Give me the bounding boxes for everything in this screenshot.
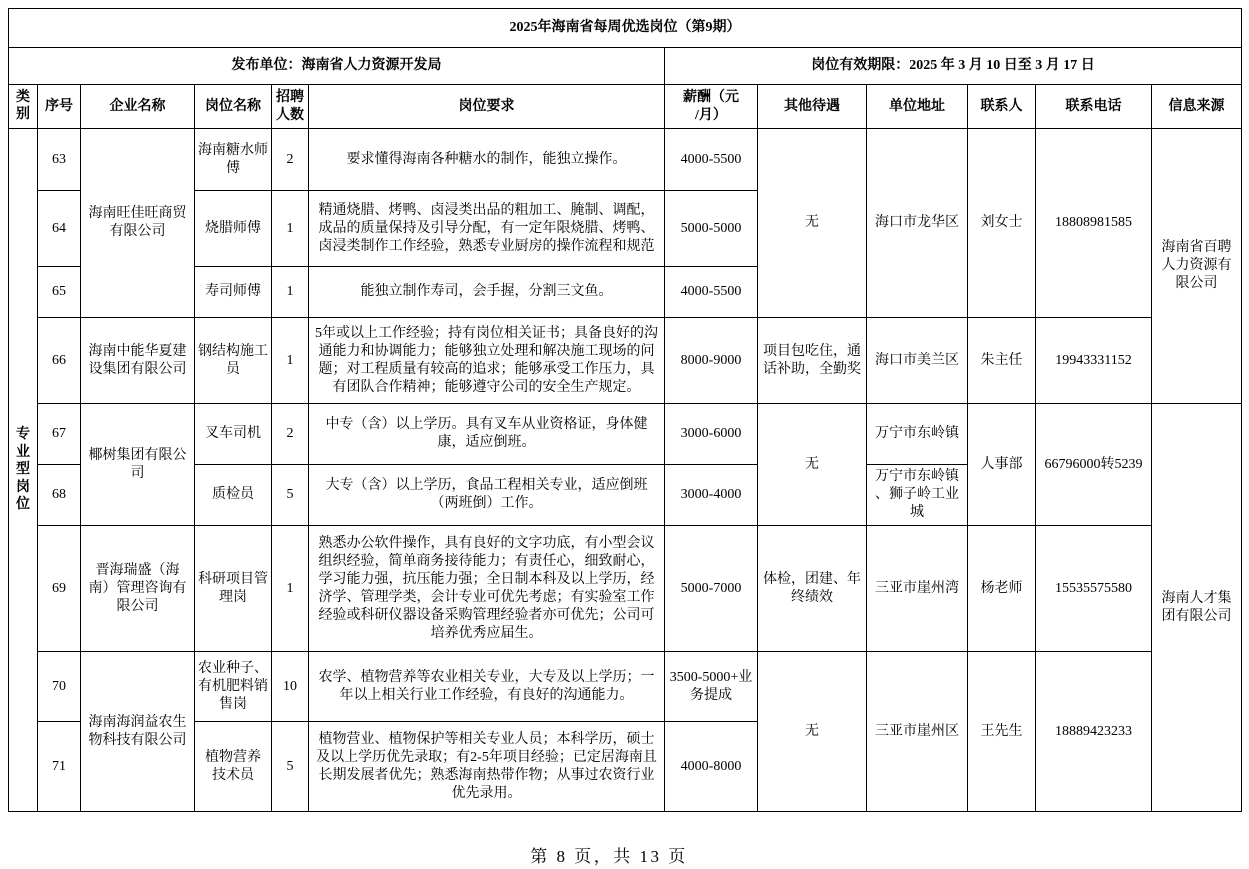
table-row (9, 318, 1242, 404)
job-headcount: 5 (272, 722, 309, 812)
job-seq: 65 (38, 267, 81, 318)
job-headcount: 2 (272, 404, 309, 465)
header-contact: 联系人 (968, 85, 1036, 129)
job-requirements: 中专（含）以上学历。具有叉车从业资格证，身体健康，适应倒班。 (309, 404, 665, 465)
other-benefits: 无 (758, 404, 867, 526)
job-position: 叉车司机 (195, 404, 272, 465)
job-position: 质检员 (195, 465, 272, 526)
job-requirements: 能独立制作寿司，会手握，分割三文鱼。 (309, 267, 665, 318)
header-seq: 序号 (38, 85, 81, 129)
header-category (9, 85, 38, 129)
job-listing-table (8, 8, 1242, 812)
header-headcount (272, 85, 309, 129)
header-benefits: 其他待遇 (758, 85, 867, 129)
job-salary: 5000-7000 (665, 526, 758, 652)
header-headcount-label: 招聘人数 (276, 89, 304, 123)
contact-phone: 15535575580 (1036, 526, 1152, 652)
header-category-label: 类别 (16, 89, 30, 123)
company-name: 海南旺佳旺商贸有限公司 (81, 129, 195, 318)
contact-phone: 18889423233 (1036, 652, 1152, 812)
job-seq: 67 (38, 404, 81, 465)
job-salary: 3500-5000+业务提成 (665, 652, 758, 722)
validity-period: 岗位有效期限：2025 年 3 月 10 日至 3 月 17 日 (665, 48, 1242, 85)
job-headcount: 2 (272, 129, 309, 191)
header-row (9, 85, 1242, 129)
header-address: 单位地址 (867, 85, 968, 129)
job-requirements: 精通烧腊、烤鸭、卤浸类出品的粗加工、腌制、调配，成品的质量保持及引导分配，有一定年限烧腊、烤鸭、卤浸类制作工作经验，熟悉专业厨房的操作流程和规范 (309, 191, 665, 267)
job-headcount: 1 (272, 318, 309, 404)
info-source: 海南省百聘人力资源有限公司 (1152, 129, 1242, 404)
meta-row (9, 48, 1242, 85)
job-seq: 63 (38, 129, 81, 191)
job-salary: 8000-9000 (665, 318, 758, 404)
company-name: 海南海润益农生物科技有限公司 (81, 652, 195, 812)
company-address: 万宁市东岭镇、狮子岭工业城 (867, 465, 968, 526)
job-headcount: 1 (272, 267, 309, 318)
publisher-label: 发布单位：海南省人力资源开发局 (9, 48, 665, 85)
header-salary (665, 85, 758, 129)
contact-phone: 18808981585 (1036, 129, 1152, 318)
job-headcount: 1 (272, 191, 309, 267)
job-salary: 3000-4000 (665, 465, 758, 526)
job-headcount: 5 (272, 465, 309, 526)
job-requirements: 5年或以上工作经验；持有岗位相关证书；具备良好的沟通能力和协调能力；能够独立处理和解决施工现场的问题；对工程质量有较高的追求；能够承受工作压力，具有团队合作精神；能够遵守公司的安全生产规定。 (309, 318, 665, 404)
job-salary: 4000-5500 (665, 129, 758, 191)
company-name: 晋海瑞盛（海南）管理咨询有限公司 (81, 526, 195, 652)
job-position: 海南糖水师傅 (195, 129, 272, 191)
category-cell (9, 129, 38, 812)
job-position: 钢结构施工员 (195, 318, 272, 404)
company-name: 海南中能华夏建设集团有限公司 (81, 318, 195, 404)
contact-person: 刘女士 (968, 129, 1036, 318)
info-source: 海南人才集团有限公司 (1152, 404, 1242, 812)
contact-person: 王先生 (968, 652, 1036, 812)
header-source: 信息来源 (1152, 85, 1242, 129)
job-salary: 3000-6000 (665, 404, 758, 465)
other-benefits: 无 (758, 129, 867, 318)
job-requirements: 大专（含）以上学历，食品工程相关专业，适应倒班（两班倒）工作。 (309, 465, 665, 526)
job-position: 寿司师傅 (195, 267, 272, 318)
category-label: 专业型岗位 (16, 427, 30, 512)
contact-person: 朱主任 (968, 318, 1036, 404)
header-position: 岗位名称 (195, 85, 272, 129)
contact-person: 人事部 (968, 404, 1036, 526)
company-address: 三亚市崖州区 (867, 652, 968, 812)
company-address: 三亚市崖州湾 (867, 526, 968, 652)
other-benefits: 无 (758, 652, 867, 812)
contact-phone: 19943331152 (1036, 318, 1152, 404)
header-company: 企业名称 (81, 85, 195, 129)
job-headcount: 10 (272, 652, 309, 722)
job-headcount: 1 (272, 526, 309, 652)
page-footer: 第 8 页，共 13 页 (530, 847, 688, 866)
contact-phone: 66796000转5239 (1036, 404, 1152, 526)
company-address: 海口市龙华区 (867, 129, 968, 318)
job-seq: 64 (38, 191, 81, 267)
table-row (9, 129, 1242, 191)
table-title: 2025年海南省每周优选岗位（第9期） (9, 9, 1242, 48)
company-name: 椰树集团有限公司 (81, 404, 195, 526)
job-requirements: 要求懂得海南各种糖水的制作，能独立操作。 (309, 129, 665, 191)
company-address: 海口市美兰区 (867, 318, 968, 404)
job-salary: 4000-8000 (665, 722, 758, 812)
job-seq: 66 (38, 318, 81, 404)
header-salary-label: 薪酬（元/月） (683, 89, 739, 123)
job-seq: 69 (38, 526, 81, 652)
table-row (9, 526, 1242, 652)
company-address: 万宁市东岭镇 (867, 404, 968, 465)
job-seq: 71 (38, 722, 81, 812)
table-row (9, 652, 1242, 722)
job-requirements: 植物营业、植物保护等相关专业人员；本科学历，硕士及以上学历优先录取；有2-5年项目经验；已定居海南且长期发展者优先；熟悉海南热带作物；从事过农资行业优先录用。 (309, 722, 665, 812)
job-position: 植物营养技术员 (195, 722, 272, 812)
header-phone: 联系电话 (1036, 85, 1152, 129)
contact-person: 杨老师 (968, 526, 1036, 652)
job-requirements: 农学、植物营养等农业相关专业，大专及以上学历；一年以上相关行业工作经验，有良好的沟通能力。 (309, 652, 665, 722)
table-row (9, 404, 1242, 465)
job-requirements: 熟悉办公软件操作，具有良好的文字功底，有小型会议组织经验，简单商务接待能力；有责任心，细致耐心，学习能力强，抗压能力强；全日制本科及以上学历，经济学、管理学类，会计专业可优先考虑；有实验室工作经验或科研仪器设备采购管理经验者亦可优先；公司可培养优秀应届生。 (309, 526, 665, 652)
job-position: 农业种子、有机肥料销售岗 (195, 652, 272, 722)
job-salary: 4000-5500 (665, 267, 758, 318)
job-position: 烧腊师傅 (195, 191, 272, 267)
header-requirements: 岗位要求 (309, 85, 665, 129)
job-position: 科研项目管理岗 (195, 526, 272, 652)
other-benefits: 项目包吃住，通话补助，全勤奖 (758, 318, 867, 404)
job-seq: 68 (38, 465, 81, 526)
title-row (9, 9, 1242, 48)
other-benefits: 体检，团建、年终绩效 (758, 526, 867, 652)
job-salary: 5000-5000 (665, 191, 758, 267)
job-seq: 70 (38, 652, 81, 722)
